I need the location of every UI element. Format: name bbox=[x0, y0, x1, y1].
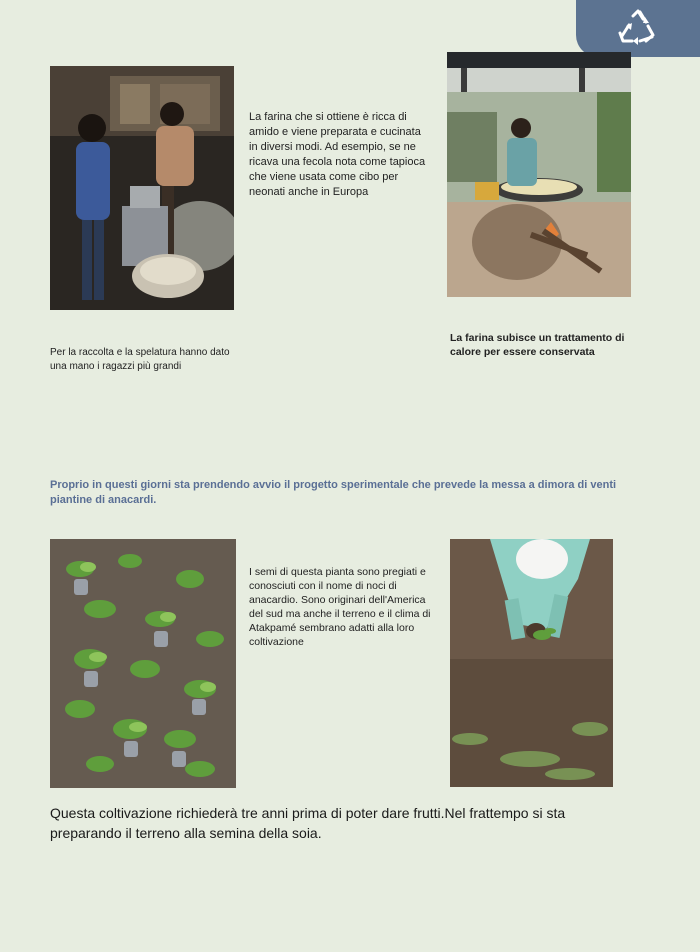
caption-left: Per la raccolta e la spelatura hanno dato una mano i ragazzi più grandi bbox=[50, 347, 230, 372]
photo-flour-cooking bbox=[447, 52, 631, 297]
section2-footer: Questa coltivazione richiederà tre anni prima di poter dare frutti.Nel frattempo si sta preparando il terreno alla semina della soia. bbox=[50, 805, 566, 841]
photo-flour-grinding bbox=[50, 66, 234, 310]
photo-seedlings bbox=[50, 539, 236, 788]
corner-tab[interactable] bbox=[576, 0, 700, 57]
section2-paragraph: I semi di questa pianta sono pregiati e conosciuti con il nome di noci di anacardio. Sono originari dell'America del sud ma anche il terreno e il clima di Atakpamé sembrano adatti alla loro coltivazione bbox=[249, 566, 431, 648]
section1-paragraph: La farina che si ottiene è ricca di amido e viene preparata e cucinata in diversi modi. Ad esempio, se ne ricava una fecola nota come tapioca che viene usata come cibo per neonati anche in Europa bbox=[249, 111, 426, 198]
photo-planting bbox=[450, 539, 613, 787]
caption-right: La farina subisce un trattamento di calore per essere conservata bbox=[450, 332, 625, 358]
section2-intro: Proprio in questi giorni sta prendendo avvio il progetto sperimentale che prevede la messa a dimora di venti piantine di anacardi. bbox=[50, 479, 617, 506]
recycle-icon[interactable] bbox=[616, 7, 660, 51]
